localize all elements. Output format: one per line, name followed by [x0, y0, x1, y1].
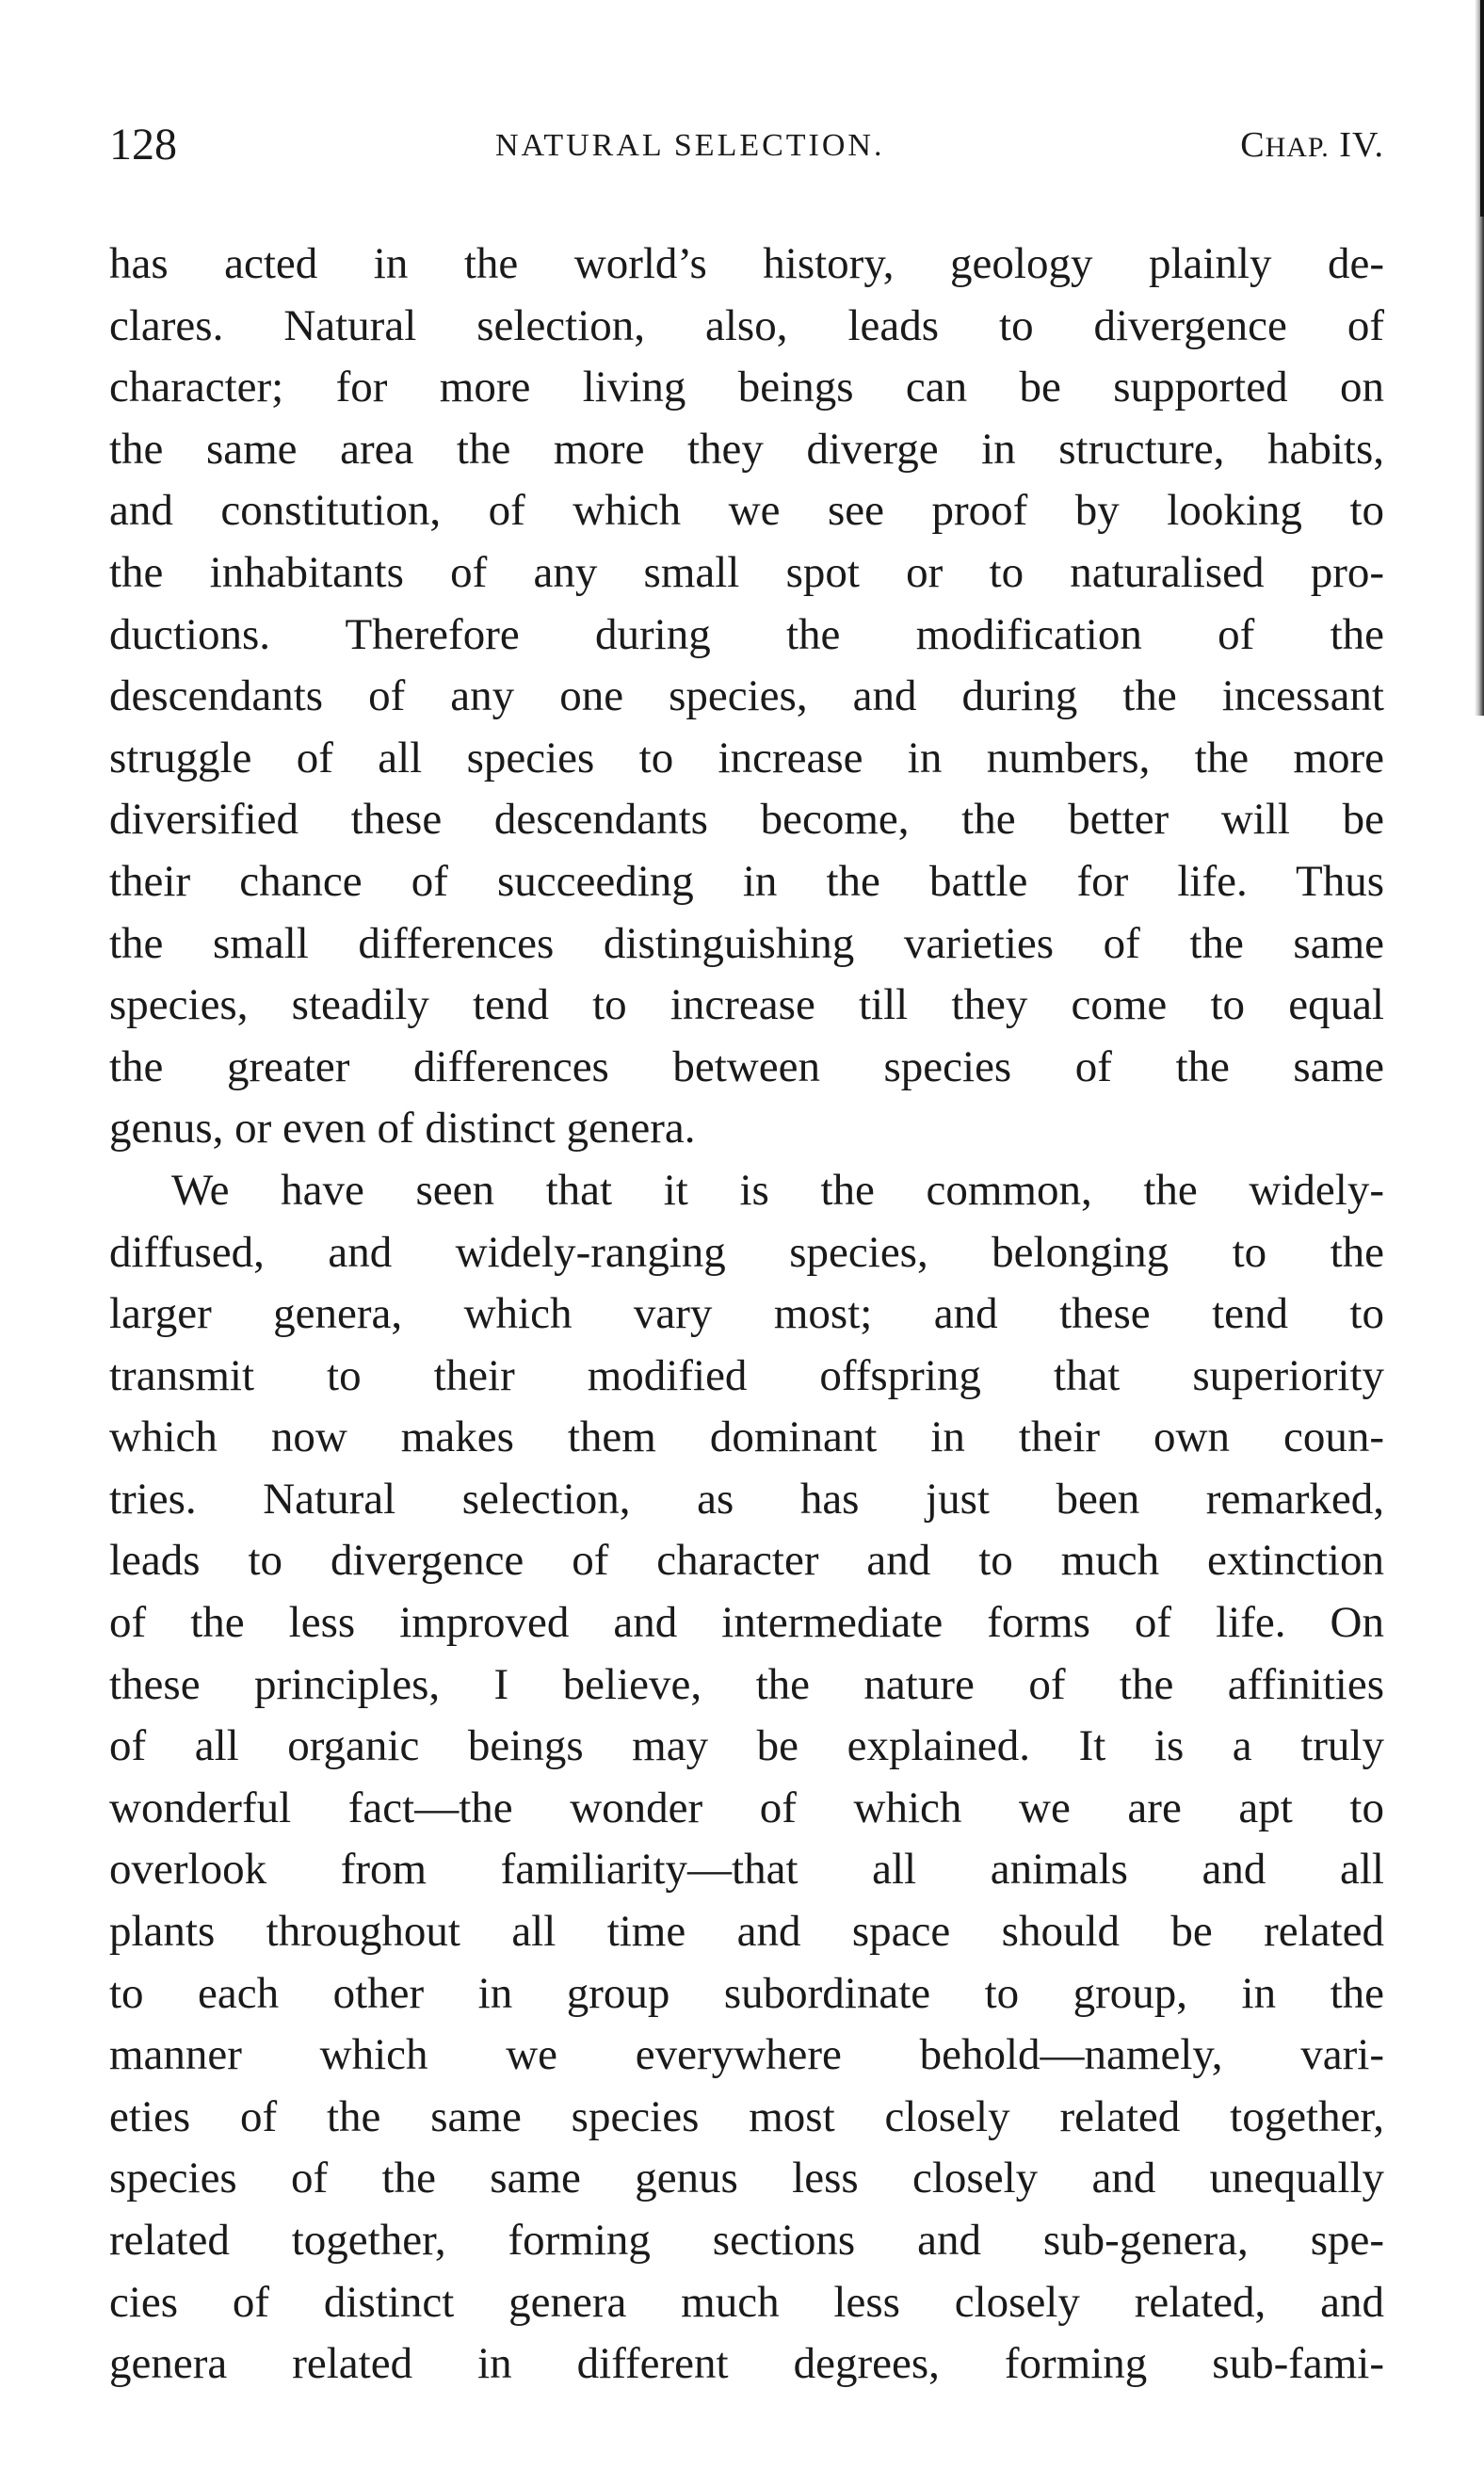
- text-line: tries. Natural selection, as has just been remarked,: [109, 1474, 1384, 1524]
- text-line: manner which we everywhere behold—namely, vari-: [109, 2030, 1384, 2080]
- page-number: 128: [109, 120, 177, 169]
- text-line: eties of the same species most closely related together,: [109, 2091, 1384, 2141]
- text-line: diffused, and widely-ranging species, belonging to the: [109, 1227, 1384, 1277]
- text-line: their chance of succeeding in the battle for life. Thus: [109, 856, 1384, 906]
- page-edge-dark: [1480, 0, 1484, 217]
- text-line: overlook from familiarity—that all animals and all: [109, 1845, 1384, 1895]
- chapter-prefix: C: [1240, 125, 1266, 165]
- text-line: genus, or even of distinct genera.: [109, 1104, 696, 1154]
- text-line: has acted in the world’s history, geology plainly de-: [109, 239, 1384, 288]
- body-text: [109, 234, 1384, 2396]
- text-line: these principles, I believe, the nature of the affinities: [109, 1659, 1384, 1709]
- text-line: the inhabitants of any small spot or to naturalised pro-: [109, 547, 1384, 597]
- paragraph-1: [109, 234, 1384, 1160]
- text-line: descendants of any one species, and during the incessant: [109, 671, 1384, 721]
- text-line: of all organic beings may be explained. It is a truly: [109, 1721, 1384, 1771]
- text-line: the small differences distinguishing varieties of the same: [109, 918, 1384, 968]
- text-line: which now makes them dominant in their own coun-: [109, 1412, 1384, 1462]
- text-line: the greater differences between species of the same: [109, 1041, 1384, 1091]
- chapter-smallcaps: HAP.: [1265, 132, 1330, 163]
- text-line: transmit to their modified offspring that superiority: [109, 1350, 1384, 1400]
- text-line: related together, forming sections and sub-genera, spe-: [109, 2216, 1384, 2265]
- text-line: genera related in different degrees, forming sub-fami-: [109, 2339, 1384, 2389]
- text-line: of the less improved and intermediate forms of life. On: [109, 1598, 1384, 1648]
- page-header: [109, 117, 1384, 173]
- text-line: character; for more living beings can be supported on: [109, 363, 1384, 412]
- text-line: struggle of all species to increase in numbers, the more: [109, 733, 1384, 783]
- running-title: NATURAL SELECTION.: [495, 128, 885, 163]
- text-line: species of the same genus less closely and unequally: [109, 2154, 1384, 2203]
- chapter-numeral: IV.: [1339, 125, 1384, 165]
- text-line: clares. Natural selection, also, leads to divergence of: [109, 300, 1384, 350]
- chapter-label: [1240, 121, 1384, 172]
- text-line: leads to divergence of character and to much extinction: [109, 1536, 1384, 1586]
- text-line: wonderful fact—the wonder of which we are apt to: [109, 1783, 1384, 1832]
- text-line: We have seen that it is the common, the widely-: [171, 1165, 1384, 1215]
- text-line: the same area the more they diverge in structure, habits,: [109, 424, 1384, 474]
- text-line: cies of distinct genera much less closely related, and: [109, 2277, 1384, 2327]
- text-line: ductions. Therefore during the modification of the: [109, 609, 1384, 659]
- paragraph-2: [109, 1160, 1384, 2396]
- text-line: larger genera, which vary most; and these tend to: [109, 1289, 1384, 1339]
- text-line: to each other in group subordinate to group, in the: [109, 1968, 1384, 2018]
- text-line: diversified these descendants become, the better will be: [109, 795, 1384, 845]
- text-line: and constitution, of which we see proof by looking to: [109, 486, 1384, 536]
- text-line: plants throughout all time and space should be related: [109, 1907, 1384, 1957]
- text-line: species, steadily tend to increase till they come to equal: [109, 980, 1384, 1030]
